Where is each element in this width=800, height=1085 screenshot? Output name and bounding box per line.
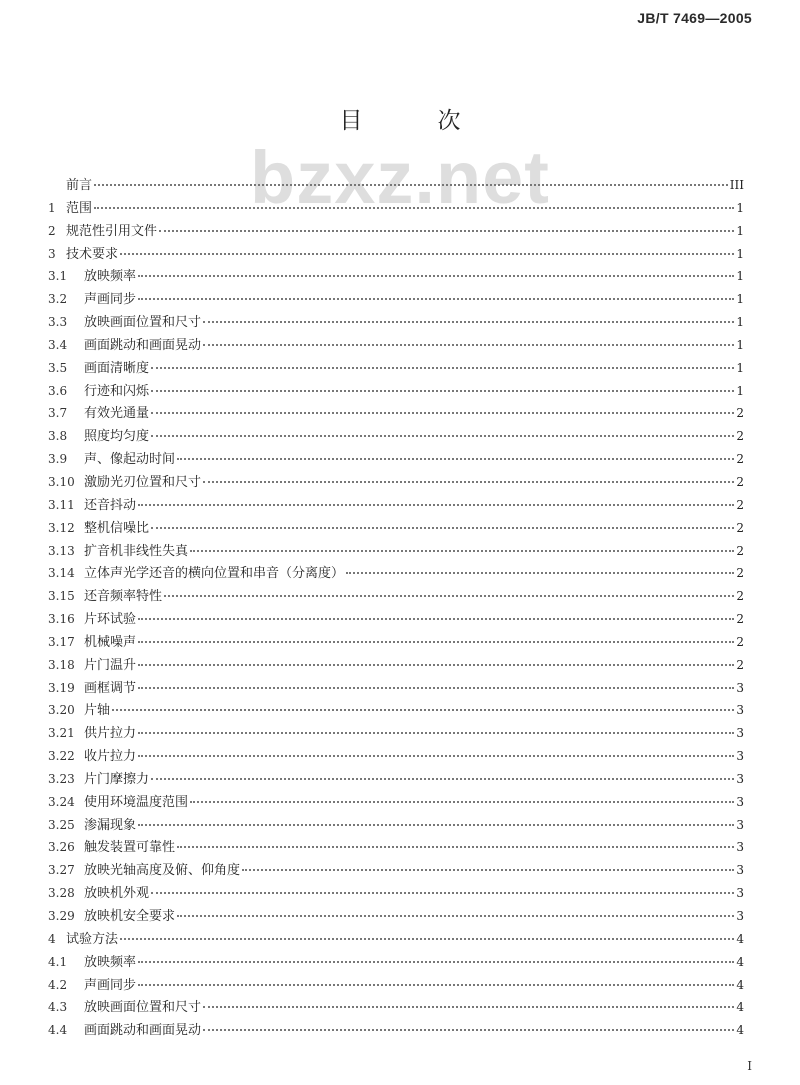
toc-dot-leader <box>203 481 734 483</box>
toc-entry[interactable] <box>48 334 744 357</box>
toc-dot-leader <box>151 390 734 392</box>
toc-dot-leader <box>203 321 734 323</box>
toc-entry[interactable] <box>48 517 744 540</box>
toc-dot-leader <box>151 367 734 369</box>
toc-entry-number: 3.27 <box>48 863 75 878</box>
toc-entry[interactable] <box>48 905 744 928</box>
toc-entry[interactable] <box>48 562 744 585</box>
toc-entry-number: 3.5 <box>48 360 68 375</box>
toc-entry-page: 4 <box>736 1000 744 1015</box>
toc-dot-leader <box>203 344 734 346</box>
toc-entry-page: 4 <box>736 977 744 992</box>
toc-entry[interactable] <box>48 471 744 494</box>
toc-entry-label: 有效光通量 <box>84 406 150 422</box>
toc-entry-page: 1 <box>736 292 744 307</box>
toc-entry[interactable] <box>48 631 744 654</box>
toc-entry-label: 片轴 <box>84 703 111 719</box>
watermark: bzxz.net <box>250 136 550 219</box>
toc-entry-page: 2 <box>736 520 744 535</box>
toc-entry-page: 4 <box>736 931 744 946</box>
toc-entry[interactable] <box>48 197 744 220</box>
toc-entry[interactable] <box>48 791 744 814</box>
toc-entry[interactable] <box>48 814 744 837</box>
toc-dot-leader <box>138 755 734 757</box>
toc-entry-page: 3 <box>736 909 744 923</box>
toc-entry-page: 2 <box>736 429 744 444</box>
toc-entry-label: 片环试验 <box>84 612 137 628</box>
toc-dot-leader <box>177 458 734 460</box>
toc-entry-number: 3.3 <box>48 315 68 330</box>
toc-dot-leader <box>203 1029 734 1031</box>
toc-entry-page: 3 <box>736 749 744 764</box>
toc-entry-label: 还音频率特性 <box>84 589 163 605</box>
toc-entry-label: 放映光轴高度及俯、仰角度 <box>84 863 241 879</box>
toc-entry-number: 3.21 <box>48 726 75 741</box>
toc-entry-page: 3 <box>736 703 744 718</box>
toc-entry[interactable] <box>48 425 744 448</box>
toc-entry[interactable] <box>48 928 744 951</box>
toc-dot-leader <box>138 984 734 986</box>
toc-dot-leader <box>190 801 734 803</box>
toc-dot-leader <box>151 412 734 414</box>
toc-entry-page: 1 <box>736 337 744 352</box>
toc-entry-number: 3.8 <box>48 429 68 444</box>
toc-entry-number: 4 <box>48 931 56 946</box>
toc-entry[interactable] <box>48 1019 744 1042</box>
toc-entry-page: 2 <box>736 406 744 421</box>
page-title: 目 次 <box>339 108 487 134</box>
toc-entry[interactable] <box>48 951 744 974</box>
toc-entry[interactable] <box>48 996 744 1019</box>
toc-entry-page: 2 <box>736 543 744 558</box>
toc-dot-leader <box>190 550 734 552</box>
toc-entry-label: 还音抖动 <box>84 497 137 513</box>
toc-dot-leader <box>94 207 734 209</box>
toc-entry-page: 2 <box>736 634 744 649</box>
toc-dot-leader <box>138 298 734 300</box>
toc-entry-label: 激励光刃位置和尺寸 <box>84 474 202 490</box>
toc-entry-page: III <box>729 178 744 192</box>
toc-entry-number: 3.16 <box>48 612 75 627</box>
toc-entry-page: 1 <box>736 246 744 261</box>
toc-dot-leader <box>177 846 734 848</box>
toc-entry-label: 行迹和闪烁 <box>84 383 150 399</box>
toc-entry[interactable] <box>48 836 744 859</box>
toc-entry-label: 整机信噪比 <box>84 520 150 536</box>
toc-entry[interactable] <box>48 540 744 563</box>
toc-entry[interactable] <box>48 402 744 425</box>
toc-entry-page: 1 <box>736 360 744 375</box>
toc-entry-number: 3.15 <box>48 589 75 604</box>
toc-entry[interactable] <box>48 585 744 608</box>
toc-dot-leader <box>138 618 734 620</box>
toc-dot-leader <box>138 275 734 277</box>
toc-entry-number: 3.9 <box>48 452 68 467</box>
toc-dot-leader <box>94 184 728 186</box>
toc-entry-number: 1 <box>48 200 56 215</box>
toc-entry-number: 4.1 <box>48 954 68 969</box>
toc-entry-number: 3.29 <box>48 909 75 923</box>
toc-entry-label: 扩音机非线性失真 <box>84 543 189 559</box>
toc-entry-label: 触发装置可靠性 <box>84 840 176 856</box>
toc-entry[interactable] <box>48 745 744 768</box>
toc-entry-label: 照度均匀度 <box>84 429 150 445</box>
toc-dot-leader <box>346 572 734 574</box>
toc-entry[interactable] <box>48 699 744 722</box>
toc-entry-label: 画面清晰度 <box>84 360 150 376</box>
toc-entry-label: 放映画面位置和尺寸 <box>84 1000 202 1016</box>
toc-entry-label: 立体声光学还音的横向位置和串音（分离度） <box>84 566 345 582</box>
toc-dot-leader <box>151 778 734 780</box>
toc-entry-page: 2 <box>736 474 744 489</box>
toc-dot-leader <box>138 961 734 963</box>
toc-dot-leader <box>203 1006 734 1008</box>
toc-entry[interactable] <box>48 174 744 197</box>
toc-entry-page: 2 <box>736 657 744 672</box>
toc-entry-label: 声画同步 <box>84 977 137 993</box>
toc-entry-number: 3.28 <box>48 886 75 901</box>
toc-entry-number: 3.12 <box>48 520 75 535</box>
toc-entry[interactable] <box>48 311 744 334</box>
toc-entry-label: 放映频率 <box>84 954 137 970</box>
toc-entry-label: 画面跳动和画面晃动 <box>84 1023 202 1039</box>
toc-entry[interactable] <box>48 357 744 380</box>
toc-entry-number: 3.17 <box>48 634 75 649</box>
toc-entry-label: 机械噪声 <box>84 634 137 650</box>
toc-entry[interactable] <box>48 288 744 311</box>
toc-entry-label: 画面跳动和画面晃动 <box>84 337 202 353</box>
toc-dot-leader <box>138 641 734 643</box>
toc-entry-label: 放映机外观 <box>84 886 150 902</box>
toc-entry-page: 3 <box>736 863 744 878</box>
toc-entry-label: 声、像起动时间 <box>84 452 176 468</box>
toc-entry-page: 3 <box>736 771 744 786</box>
toc-entry-label: 收片拉力 <box>84 749 137 765</box>
toc-entry[interactable] <box>48 220 744 243</box>
toc-entry-page: 2 <box>736 589 744 604</box>
toc-entry-number: 3.1 <box>48 269 68 284</box>
toc-entry-number: 3.11 <box>48 497 75 512</box>
toc-entry-label: 试验方法 <box>66 931 119 947</box>
toc-entry-page: 2 <box>736 566 744 581</box>
toc-dot-leader <box>138 504 734 506</box>
toc-entry[interactable] <box>48 722 744 745</box>
toc-entry-page: 4 <box>736 1023 744 1038</box>
toc-dot-leader <box>138 687 734 689</box>
toc-entry-label: 使用环境温度范围 <box>84 794 189 810</box>
toc-entry-label: 渗漏现象 <box>84 817 137 833</box>
toc-dot-leader <box>177 915 734 917</box>
toc-dot-leader <box>151 527 734 529</box>
toc-entry-number: 3.14 <box>48 566 75 581</box>
toc-entry-page: 1 <box>736 383 744 398</box>
toc-entry-label: 声画同步 <box>84 292 137 308</box>
toc-entry[interactable] <box>48 859 744 882</box>
toc-entry-number: 2 <box>48 223 56 238</box>
toc-entry-number: 3.6 <box>48 383 68 398</box>
toc-entry[interactable] <box>48 448 744 471</box>
toc-entry-label: 规范性引用文件 <box>66 223 158 239</box>
toc-entry-label: 放映频率 <box>84 269 137 285</box>
toc-entry[interactable] <box>48 243 744 266</box>
toc-entry-number: 3.23 <box>48 771 75 786</box>
toc-entry-label: 范围 <box>66 200 93 216</box>
toc-entry-number: 3.10 <box>48 474 75 489</box>
toc-entry-number: 3.20 <box>48 703 75 718</box>
toc-entry-label: 前言 <box>66 178 93 193</box>
toc-entry-number: 3.22 <box>48 749 75 764</box>
toc-entry-number: 3.24 <box>48 794 75 809</box>
toc-entry-label: 放映机安全要求 <box>84 909 176 924</box>
toc-entry-page: 3 <box>736 794 744 809</box>
toc-entry-number: 4.2 <box>48 977 68 992</box>
toc-entry[interactable] <box>48 974 744 997</box>
toc-entry-number: 3.26 <box>48 840 75 855</box>
table-of-contents <box>48 174 744 1042</box>
toc-entry-label: 放映画面位置和尺寸 <box>84 315 202 331</box>
toc-dot-leader <box>159 230 734 232</box>
toc-entry-page: 3 <box>736 886 744 901</box>
toc-entry[interactable] <box>48 882 744 905</box>
toc-dot-leader <box>112 709 734 711</box>
toc-entry-page: 2 <box>736 612 744 627</box>
toc-entry-number: 3.25 <box>48 817 75 832</box>
toc-entry-number: 4.3 <box>48 1000 68 1015</box>
toc-entry-page: 1 <box>736 269 744 284</box>
toc-entry-page: 3 <box>736 817 744 832</box>
toc-entry-page: 3 <box>736 726 744 741</box>
toc-dot-leader <box>151 435 734 437</box>
toc-entry-page: 3 <box>736 840 744 855</box>
toc-entry-page: 2 <box>736 452 744 467</box>
toc-entry-number: 3.13 <box>48 543 75 558</box>
toc-dot-leader <box>138 664 734 666</box>
toc-dot-leader <box>120 938 734 940</box>
toc-dot-leader <box>151 892 734 894</box>
toc-entry-page: 3 <box>736 680 744 695</box>
toc-entry[interactable] <box>48 677 744 700</box>
toc-dot-leader <box>242 869 734 871</box>
toc-entry-page: 2 <box>736 497 744 512</box>
toc-entry-number: 3.2 <box>48 292 68 307</box>
toc-entry-label: 画框调节 <box>84 680 137 696</box>
page-number: I <box>747 1059 752 1073</box>
toc-entry-page: 4 <box>736 954 744 969</box>
toc-entry[interactable] <box>48 654 744 677</box>
toc-dot-leader <box>138 732 734 734</box>
toc-entry-label: 片门摩擦力 <box>84 771 150 787</box>
toc-entry-number: 3.19 <box>48 680 75 695</box>
toc-entry-number: 3.18 <box>48 657 75 672</box>
toc-entry-label: 供片拉力 <box>84 726 137 742</box>
toc-entry-number: 3.4 <box>48 337 68 352</box>
toc-entry[interactable] <box>48 768 744 791</box>
toc-entry-label: 技术要求 <box>66 246 119 262</box>
toc-entry[interactable] <box>48 380 744 403</box>
toc-entry-number: 4.4 <box>48 1023 68 1038</box>
toc-dot-leader <box>164 595 734 597</box>
standard-code: JB/T 7469—2005 <box>637 10 752 26</box>
toc-entry[interactable] <box>48 494 744 517</box>
toc-entry-page: 1 <box>736 223 744 238</box>
toc-entry-page: 1 <box>736 315 744 330</box>
toc-entry-number: 3.7 <box>48 406 68 421</box>
toc-entry-number: 3 <box>48 246 56 261</box>
toc-entry[interactable] <box>48 608 744 631</box>
toc-dot-leader <box>120 253 734 255</box>
toc-entry[interactable] <box>48 265 744 288</box>
toc-entry-page: 1 <box>736 200 744 215</box>
toc-dot-leader <box>138 824 734 826</box>
toc-entry-label: 片门温升 <box>84 657 137 673</box>
